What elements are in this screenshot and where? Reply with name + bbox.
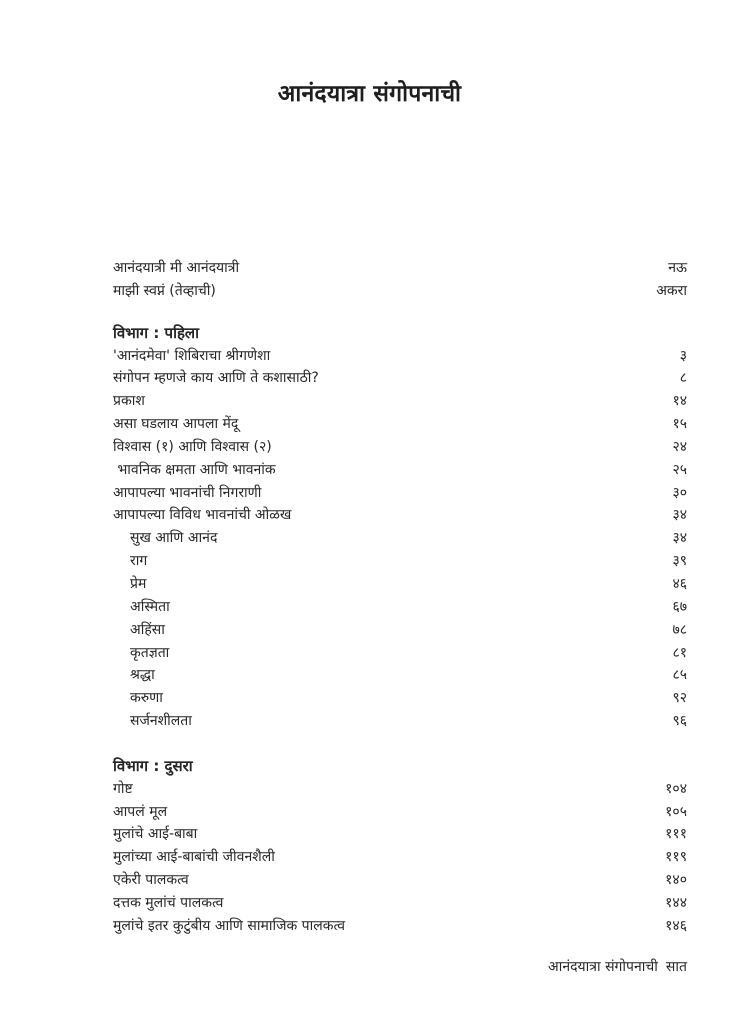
section-heading-2: विभाग : दुसरा [113, 756, 193, 775]
toc-entry-label: मुलांचे आई-बाबा [113, 826, 198, 843]
toc-sub-entry [113, 642, 687, 665]
toc-entry [113, 413, 687, 436]
footer-page-number: सात [665, 959, 687, 975]
toc-entry-page: २४ [672, 438, 687, 455]
toc-entry [113, 504, 687, 527]
toc-sub-entry [113, 619, 687, 642]
toc-entry-label: विश्वास (१) आणि विश्वास (२) [113, 438, 272, 455]
toc-entry-label: दत्तक मुलांचं पालकत्व [113, 894, 224, 911]
toc-entry [113, 367, 687, 390]
toc-entry-label: एकेरी पालकत्व [113, 872, 189, 889]
toc-entry-label: अस्मिता [130, 598, 170, 615]
toc-entry [113, 459, 687, 482]
toc-entry-page: १४६ [665, 917, 687, 934]
toc-entry-label: सर्जनशीलता [130, 713, 192, 730]
toc-entry-label: कृतज्ञता [130, 644, 170, 661]
toc-entry [113, 257, 687, 280]
toc-entry [113, 846, 687, 869]
toc-entry-label: प्रकाश [113, 393, 145, 410]
toc-entry-label: मुलांच्या आई-बाबांची जीवनशैली [113, 849, 275, 866]
toc-entry-label: आपलं मूल [113, 803, 168, 820]
toc-entry-page: ३४ [672, 507, 687, 524]
toc-entry-page: १४४ [665, 894, 687, 911]
toc-entry-page: नऊ [668, 260, 687, 276]
table-of-contents [113, 257, 687, 938]
toc-entry-label: अहिंसा [130, 621, 165, 638]
toc-entry [113, 892, 687, 915]
toc-entry-label: भावनिक क्षमता आणि भावनांक [113, 461, 276, 478]
toc-entry-page: १०४ [665, 780, 687, 797]
toc-entry-page: ३० [672, 484, 687, 501]
toc-entry [113, 345, 687, 368]
toc-entry-page: १५ [672, 416, 687, 433]
toc-entry [113, 801, 687, 824]
toc-entry-label: संगोपन म्हणजे काय आणि ते कशासाठी? [113, 370, 319, 387]
toc-entry [113, 778, 687, 801]
toc-entry-label: गोष्ट [113, 780, 133, 797]
page-title: आनंदयात्रा संगोपनाची [277, 81, 462, 107]
toc-entry-page: अकरा [656, 282, 687, 299]
toc-sub-entry [113, 596, 687, 619]
toc-entry-page: ११९ [665, 849, 687, 866]
toc-entry-label: श्रद्धा [130, 667, 155, 684]
toc-entry [113, 436, 687, 459]
toc-entry-label: सुख आणि आनंद [130, 530, 218, 547]
toc-entry-label: आनंदयात्री मी आनंदयात्री [113, 260, 240, 276]
toc-sub-entry [113, 527, 687, 550]
toc-entry-page: ३४ [672, 530, 687, 547]
page-footer [548, 957, 687, 976]
toc-entry-label: माझी स्वप्नं (तेव्हाची) [113, 282, 216, 299]
toc-entry-page: ७८ [672, 621, 687, 638]
toc-entry-page: २५ [672, 461, 687, 478]
toc-entry-page: १०५ [665, 803, 687, 820]
toc-entry-label: राग [130, 553, 148, 570]
toc-entry-label: मुलांचे इतर कुटुंबीय आणि सामाजिक पालकत्व [113, 917, 345, 934]
toc-sub-entry [113, 550, 687, 573]
toc-entry-page: ६७ [672, 598, 687, 615]
toc-entry-page: १४० [665, 872, 687, 889]
toc-entry-page: ८ [679, 370, 687, 387]
toc-sub-entry [113, 573, 687, 596]
toc-entry-page: ४६ [672, 575, 687, 592]
toc-entry-page: १४ [672, 393, 687, 410]
toc-entry-page: ९६ [672, 713, 687, 730]
toc-entry [113, 280, 687, 303]
toc-entry-page: ३ [679, 347, 687, 364]
toc-entry [113, 823, 687, 846]
toc-entry-page: ८१ [672, 644, 687, 661]
toc-entry [113, 482, 687, 505]
toc-entry-label: आपापल्या भावनांची निगराणी [113, 484, 262, 501]
footer-book-title: आनंदयात्रा संगोपनाची [548, 959, 658, 975]
toc-entry-label: असा घडलाय आपला मेंदू [113, 416, 239, 433]
toc-entry-label: 'आनंदमेवा' शिबिराचा श्रीगणेशा [113, 347, 271, 364]
toc-entry [113, 915, 687, 938]
toc-sub-entry [113, 664, 687, 687]
toc-entry-label: प्रेम [130, 575, 147, 592]
toc-entry [113, 869, 687, 892]
toc-entry [113, 390, 687, 413]
toc-entry-label: आपापल्या विविध भावनांची ओळख [113, 507, 292, 524]
toc-entry-page: ९२ [672, 690, 687, 707]
toc-sub-entry [113, 710, 687, 733]
toc-entry-label: करुणा [130, 690, 163, 707]
section-heading-1: विभाग : पहिला [113, 323, 199, 342]
toc-entry-page: १११ [665, 826, 687, 843]
toc-sub-entry [113, 687, 687, 710]
toc-entry-page: ८५ [672, 667, 687, 684]
toc-entry-page: ३९ [672, 553, 687, 570]
